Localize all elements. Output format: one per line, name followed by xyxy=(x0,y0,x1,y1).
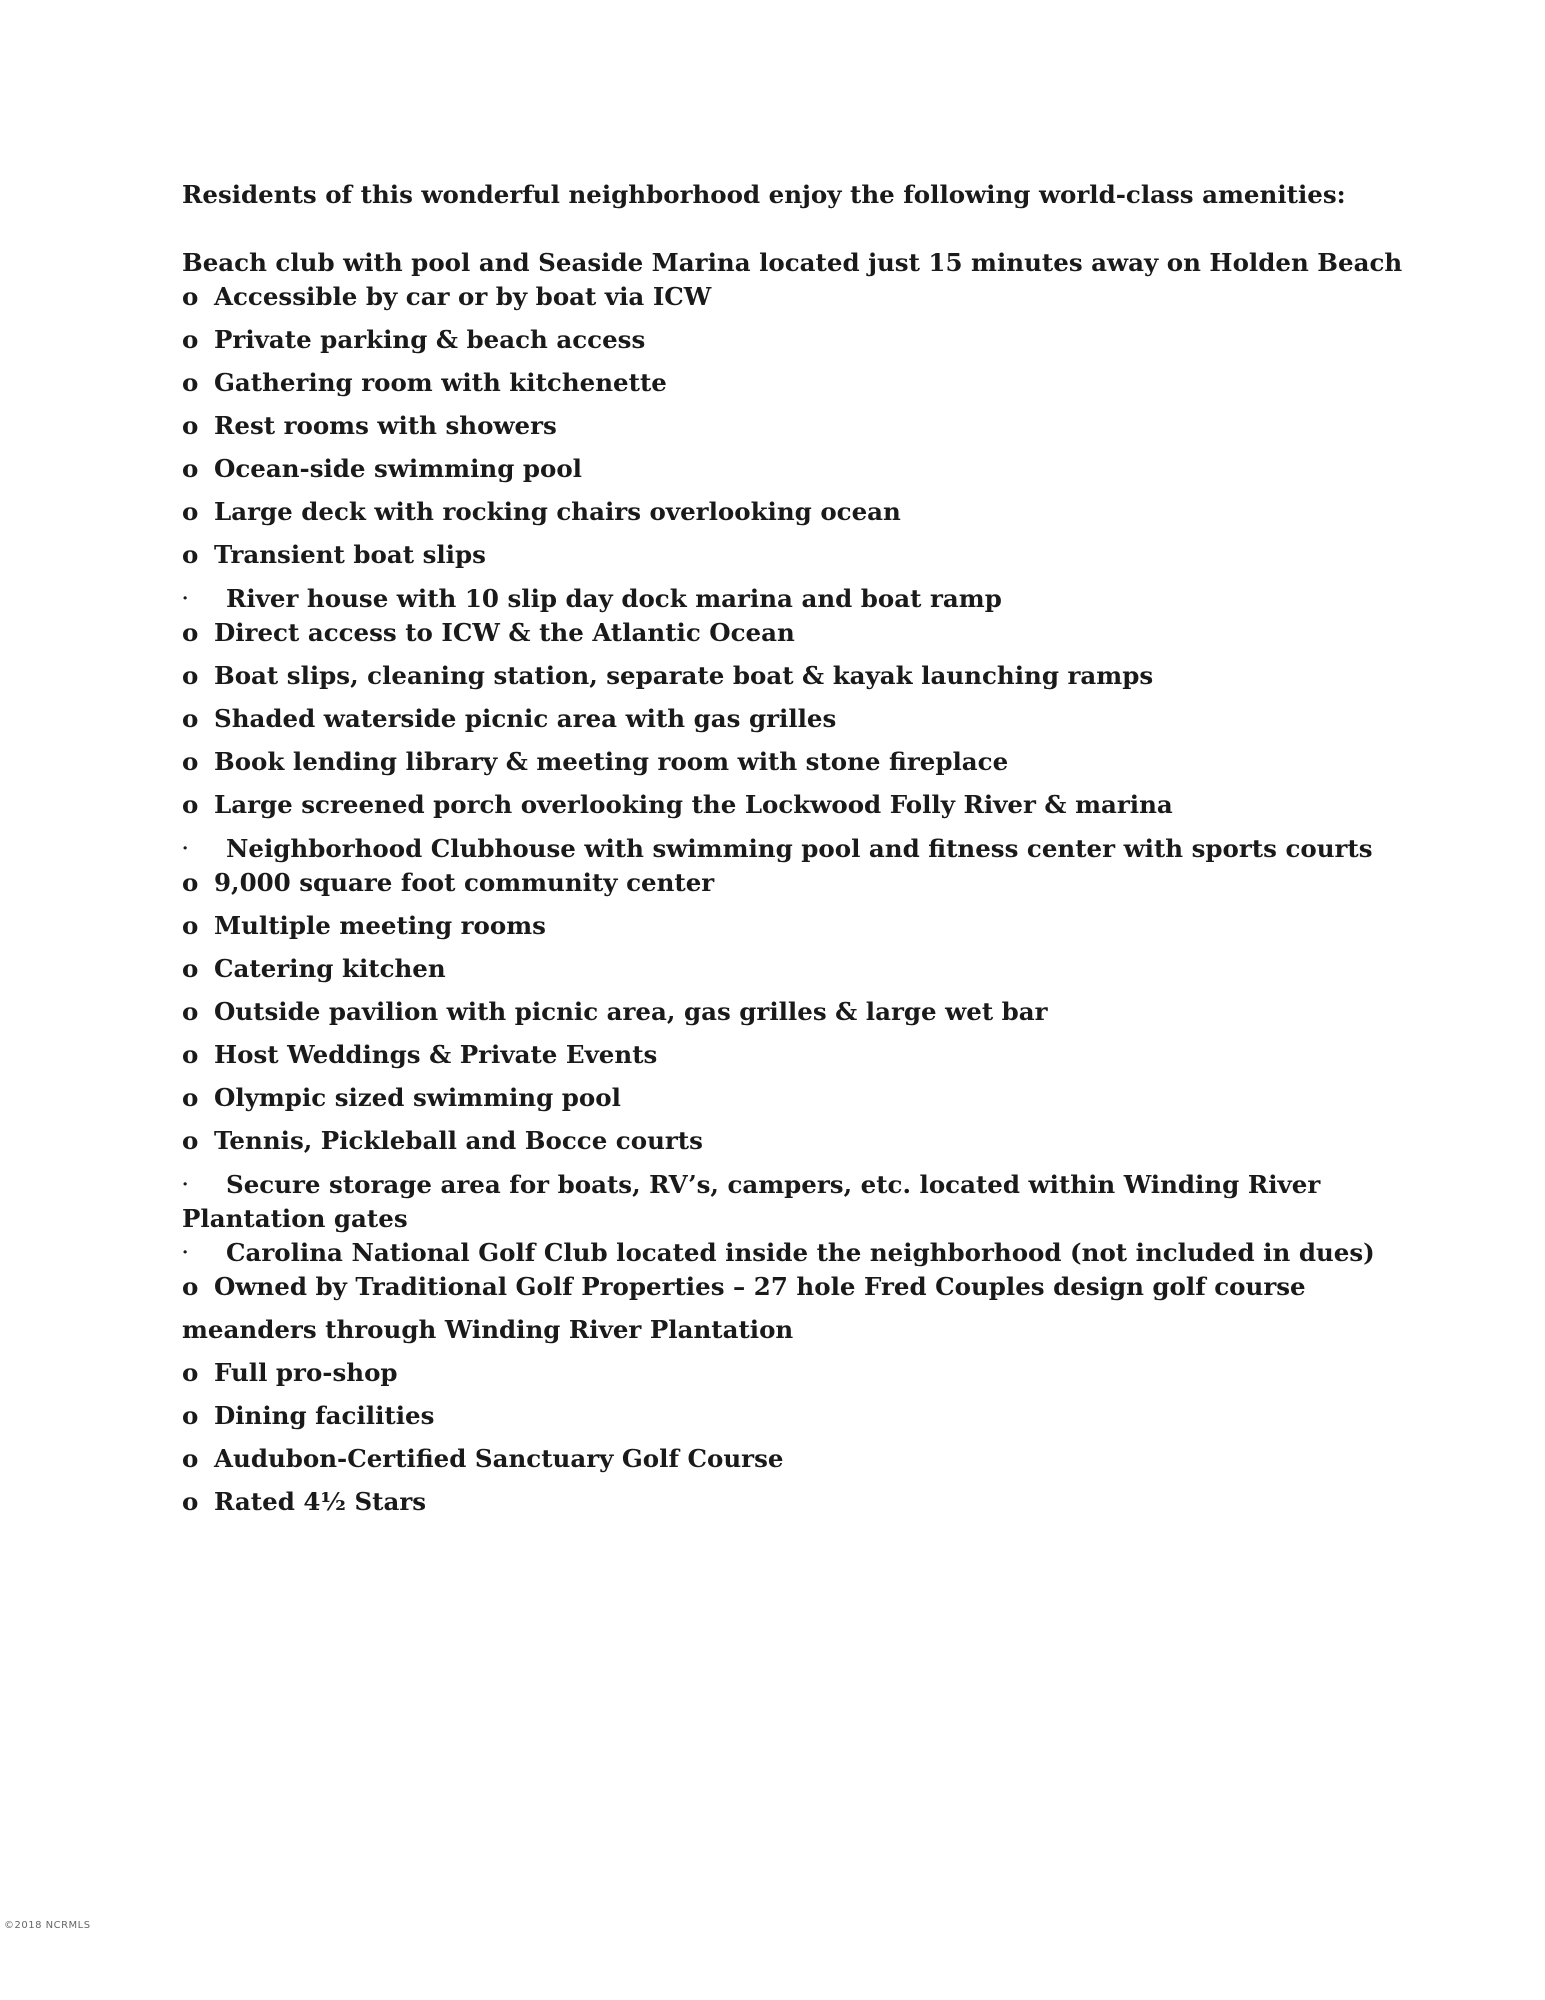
bullet-o-icon: o xyxy=(182,661,199,690)
bullet-o-icon: o xyxy=(182,454,199,483)
list-item: o Ocean-side swimming pool xyxy=(182,454,582,483)
list-item: o Shaded waterside picnic area with gas grilles xyxy=(182,704,837,733)
list-item: o Multiple meeting rooms xyxy=(182,911,546,940)
bullet-o-icon: o xyxy=(182,704,199,733)
bullet-o-icon: o xyxy=(182,1083,199,1112)
bullet-o-icon: o xyxy=(182,282,199,311)
section-title-river-house: · River house with 10 slip day dock marina and boat ramp xyxy=(182,584,1002,613)
bullet-o-icon: o xyxy=(182,325,199,354)
list-item: o Boat slips, cleaning station, separate boat & kayak launching ramps xyxy=(182,661,1154,690)
section-title-storage-continued: Plantation gates xyxy=(182,1204,408,1233)
section-title-golf-club: · Carolina National Golf Club located inside the neighborhood (not included in dues) xyxy=(182,1238,1375,1267)
bullet-o-icon: o xyxy=(182,618,199,647)
bullet-o-icon: o xyxy=(182,1444,199,1473)
bullet-o-icon: o xyxy=(182,1487,199,1516)
list-item: o 9,000 square foot community center xyxy=(182,868,715,897)
list-item: o Catering kitchen xyxy=(182,954,446,983)
list-item: o Rest rooms with showers xyxy=(182,411,557,440)
bullet-dot-icon: · xyxy=(182,1242,189,1263)
list-item: o Rated 4½ Stars xyxy=(182,1487,427,1516)
section-title-storage: · Secure storage area for boats, RV’s, campers, etc. located within Winding River xyxy=(182,1170,1321,1199)
bullet-o-icon: o xyxy=(182,497,199,526)
bullet-o-icon: o xyxy=(182,368,199,397)
list-item: o Direct access to ICW & the Atlantic Ocean xyxy=(182,618,795,647)
bullet-dot-icon: · xyxy=(182,1174,189,1195)
list-item: o Owned by Traditional Golf Properties – 27 hole Fred Couples design golf course xyxy=(182,1272,1306,1301)
list-item: o Dining facilities xyxy=(182,1401,435,1430)
list-item: o Gathering room with kitchenette xyxy=(182,368,667,397)
copyright-watermark: ©2018 NCRMLS xyxy=(4,1920,91,1931)
bullet-dot-icon: · xyxy=(182,588,189,609)
list-item-continued: meanders through Winding River Plantation xyxy=(182,1315,794,1344)
section-title-clubhouse: · Neighborhood Clubhouse with swimming pool and fitness center with sports courts xyxy=(182,834,1373,863)
list-item: o Large screened porch overlooking the Lockwood Folly River & marina xyxy=(182,790,1173,819)
list-item: o Transient boat slips xyxy=(182,540,486,569)
list-item: o Full pro-shop xyxy=(182,1358,398,1387)
list-item: o Tennis, Pickleball and Bocce courts xyxy=(182,1126,703,1155)
bullet-dot-icon: · xyxy=(182,838,189,859)
list-item: o Audubon-Certified Sanctuary Golf Course xyxy=(182,1444,784,1473)
page-heading: Residents of this wonderful neighborhood enjoy the following world-class amenities: xyxy=(182,180,1346,209)
bullet-o-icon: o xyxy=(182,411,199,440)
bullet-o-icon: o xyxy=(182,790,199,819)
bullet-o-icon: o xyxy=(182,954,199,983)
bullet-o-icon: o xyxy=(182,1358,199,1387)
list-item: o Outside pavilion with picnic area, gas grilles & large wet bar xyxy=(182,997,1048,1026)
bullet-o-icon: o xyxy=(182,1126,199,1155)
bullet-o-icon: o xyxy=(182,1272,199,1301)
bullet-o-icon: o xyxy=(182,911,199,940)
list-item: o Large deck with rocking chairs overlooking ocean xyxy=(182,497,901,526)
list-item: o Private parking & beach access xyxy=(182,325,646,354)
list-item: o Accessible by car or by boat via ICW xyxy=(182,282,712,311)
bullet-o-icon: o xyxy=(182,997,199,1026)
section-title-beach-club: Beach club with pool and Seaside Marina located just 15 minutes away on Holden Beach xyxy=(182,248,1403,277)
bullet-o-icon: o xyxy=(182,1040,199,1069)
bullet-o-icon: o xyxy=(182,540,199,569)
list-item: o Book lending library & meeting room with stone fireplace xyxy=(182,747,1009,776)
bullet-o-icon: o xyxy=(182,747,199,776)
bullet-o-icon: o xyxy=(182,1401,199,1430)
list-item: o Host Weddings & Private Events xyxy=(182,1040,658,1069)
list-item: o Olympic sized swimming pool xyxy=(182,1083,621,1112)
bullet-o-icon: o xyxy=(182,868,199,897)
